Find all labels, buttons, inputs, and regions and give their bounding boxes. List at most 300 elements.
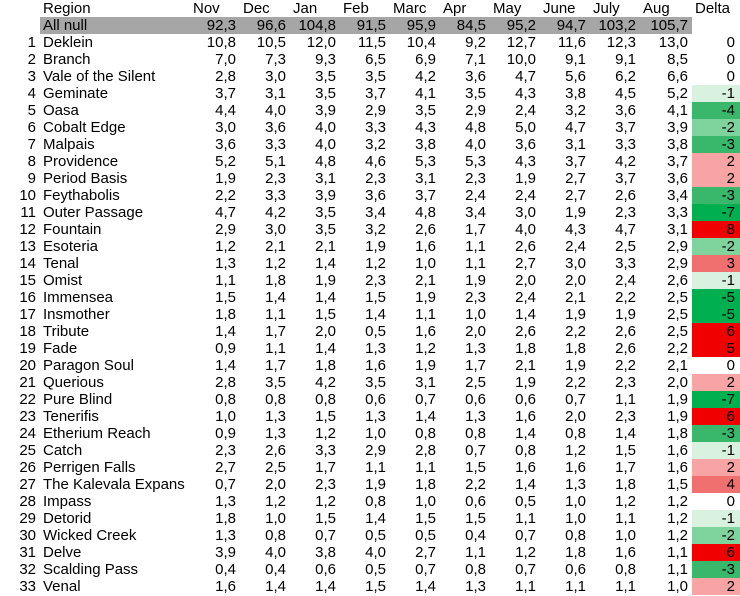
value-cell-feb[interactable]: 1,9 <box>365 238 386 255</box>
value-cell-aug[interactable]: 1,5 <box>667 476 688 493</box>
value-cell-nov[interactable]: 2,8 <box>215 68 236 85</box>
value-cell-june[interactable]: 0,8 <box>565 527 586 544</box>
header-month-june[interactable]: June <box>543 0 576 17</box>
value-cell-nov[interactable]: 0,4 <box>215 561 236 578</box>
header-month-nov[interactable]: Nov <box>193 0 220 17</box>
delta-cell[interactable]: 2 <box>692 578 740 595</box>
value-cell-july[interactable]: 4,5 <box>615 85 636 102</box>
value-cell-marc[interactable]: 1,4 <box>415 408 436 425</box>
value-cell-apr[interactable]: 1,5 <box>465 459 486 476</box>
value-cell-aug[interactable]: 1,2 <box>667 510 688 527</box>
header-month-july[interactable]: July <box>593 0 620 17</box>
header-region[interactable]: Region <box>43 0 91 17</box>
region-name-cell[interactable]: Oasa <box>43 102 79 119</box>
value-cell-apr[interactable]: 1,3 <box>465 408 486 425</box>
delta-cell[interactable]: 6 <box>692 323 740 340</box>
value-cell-june[interactable]: 2,7 <box>565 187 586 204</box>
value-cell-apr[interactable]: 1,1 <box>465 238 486 255</box>
value-cell-jan[interactable]: 3,9 <box>315 102 336 119</box>
value-cell-june[interactable]: 2,7 <box>565 170 586 187</box>
value-cell-july[interactable]: 1,2 <box>615 493 636 510</box>
value-cell-nov[interactable]: 3,9 <box>215 544 236 561</box>
value-cell-nov[interactable]: 10,8 <box>206 34 236 51</box>
value-cell-jan[interactable]: 4,0 <box>315 119 336 136</box>
value-cell-nov[interactable]: 7,0 <box>215 51 236 68</box>
value-cell-july[interactable]: 2,3 <box>615 374 636 391</box>
value-cell-may[interactable]: 2,4 <box>515 102 536 119</box>
value-cell-nov[interactable]: 2,9 <box>215 221 236 238</box>
value-cell-jan[interactable]: 0,7 <box>315 527 336 544</box>
all-null-value[interactable]: 95,2 <box>506 17 536 34</box>
value-cell-july[interactable]: 0,8 <box>615 561 636 578</box>
value-cell-nov[interactable]: 2,3 <box>215 442 236 459</box>
value-cell-may[interactable]: 1,8 <box>515 340 536 357</box>
region-name-cell[interactable]: Fade <box>43 340 78 357</box>
value-cell-june[interactable]: 2,4 <box>565 238 586 255</box>
value-cell-dec[interactable]: 2,5 <box>265 459 286 476</box>
value-cell-dec[interactable]: 10,5 <box>256 34 286 51</box>
value-cell-marc[interactable]: 2,1 <box>415 272 436 289</box>
value-cell-june[interactable]: 4,3 <box>565 221 586 238</box>
value-cell-july[interactable]: 2,6 <box>615 340 636 357</box>
region-name-cell[interactable]: Omist <box>43 272 83 289</box>
delta-cell[interactable]: 0 <box>692 357 740 374</box>
value-cell-dec[interactable]: 1,7 <box>265 323 286 340</box>
all-null-value[interactable]: 84,5 <box>456 17 486 34</box>
value-cell-marc[interactable]: 1,9 <box>415 357 436 374</box>
value-cell-aug[interactable]: 4,1 <box>667 102 688 119</box>
value-cell-aug[interactable]: 8,5 <box>667 51 688 68</box>
value-cell-june[interactable]: 0,8 <box>565 425 586 442</box>
delta-cell[interactable]: -4 <box>692 102 740 119</box>
all-null-value[interactable]: 95,9 <box>406 17 436 34</box>
region-name-cell[interactable]: The Kalevala Expans <box>43 476 185 493</box>
region-name-cell[interactable]: Geminate <box>43 85 109 102</box>
value-cell-jan[interactable]: 1,5 <box>315 306 336 323</box>
value-cell-marc[interactable]: 1,0 <box>415 255 436 272</box>
value-cell-july[interactable]: 2,5 <box>615 238 636 255</box>
value-cell-feb[interactable]: 3,2 <box>365 136 386 153</box>
value-cell-marc[interactable]: 1,1 <box>415 306 436 323</box>
value-cell-jan[interactable]: 9,3 <box>315 51 336 68</box>
value-cell-feb[interactable]: 3,5 <box>365 374 386 391</box>
value-cell-marc[interactable]: 10,4 <box>406 34 436 51</box>
value-cell-june[interactable]: 2,0 <box>565 408 586 425</box>
value-cell-nov[interactable]: 1,3 <box>215 493 236 510</box>
value-cell-apr[interactable]: 5,3 <box>465 153 486 170</box>
delta-cell[interactable]: 0 <box>692 34 740 51</box>
value-cell-feb[interactable]: 1,4 <box>365 306 386 323</box>
region-name-cell[interactable]: Tenerifis <box>43 408 99 425</box>
value-cell-aug[interactable]: 2,1 <box>667 357 688 374</box>
value-cell-dec[interactable]: 0,4 <box>265 561 286 578</box>
region-name-cell[interactable]: Feythabolis <box>43 187 120 204</box>
value-cell-jan[interactable]: 2,3 <box>315 476 336 493</box>
value-cell-july[interactable]: 3,7 <box>615 119 636 136</box>
value-cell-apr[interactable]: 0,4 <box>465 527 486 544</box>
value-cell-may[interactable]: 4,3 <box>515 153 536 170</box>
region-name-cell[interactable]: Vale of the Silent <box>43 68 156 85</box>
value-cell-apr[interactable]: 1,3 <box>465 578 486 595</box>
value-cell-aug[interactable]: 3,4 <box>667 187 688 204</box>
value-cell-marc[interactable]: 0,5 <box>415 527 436 544</box>
value-cell-june[interactable]: 3,0 <box>565 255 586 272</box>
region-name-cell[interactable]: Perrigen Falls <box>43 459 136 476</box>
delta-cell[interactable]: -3 <box>692 136 740 153</box>
header-month-aug[interactable]: Aug <box>643 0 670 17</box>
header-month-marc[interactable]: Marc <box>393 0 427 17</box>
region-name-cell[interactable]: Insmother <box>43 306 110 323</box>
region-name-cell[interactable]: Wicked Creek <box>43 527 137 544</box>
value-cell-dec[interactable]: 1,2 <box>265 493 286 510</box>
value-cell-june[interactable]: 1,6 <box>565 459 586 476</box>
value-cell-dec[interactable]: 2,0 <box>265 476 286 493</box>
value-cell-jan[interactable]: 1,7 <box>315 459 336 476</box>
all-null-label[interactable]: All null <box>43 17 88 34</box>
value-cell-nov[interactable]: 1,3 <box>215 527 236 544</box>
value-cell-jan[interactable]: 12,0 <box>306 34 336 51</box>
value-cell-june[interactable]: 2,2 <box>565 374 586 391</box>
value-cell-july[interactable]: 2,2 <box>615 289 636 306</box>
value-cell-july[interactable]: 1,1 <box>615 578 636 595</box>
value-cell-july[interactable]: 6,2 <box>615 68 636 85</box>
region-name-cell[interactable]: Period Basis <box>43 170 128 187</box>
value-cell-apr[interactable]: 2,2 <box>465 476 486 493</box>
value-cell-apr[interactable]: 1,3 <box>465 340 486 357</box>
all-null-value[interactable]: 91,5 <box>356 17 386 34</box>
region-name-cell[interactable]: Impass <box>43 493 92 510</box>
value-cell-may[interactable]: 1,9 <box>515 374 536 391</box>
all-null-value[interactable]: 103,2 <box>598 17 636 34</box>
value-cell-dec[interactable]: 1,1 <box>265 306 286 323</box>
value-cell-june[interactable]: 1,1 <box>565 578 586 595</box>
value-cell-feb[interactable]: 1,6 <box>365 357 386 374</box>
region-name-cell[interactable]: Immensea <box>43 289 114 306</box>
value-cell-marc[interactable]: 0,7 <box>415 391 436 408</box>
value-cell-nov[interactable]: 2,2 <box>215 187 236 204</box>
value-cell-dec[interactable]: 3,3 <box>265 136 286 153</box>
value-cell-marc[interactable]: 1,6 <box>415 323 436 340</box>
value-cell-dec[interactable]: 1,2 <box>265 255 286 272</box>
value-cell-dec[interactable]: 2,1 <box>265 238 286 255</box>
value-cell-june[interactable]: 11,6 <box>557 34 586 51</box>
value-cell-aug[interactable]: 3,9 <box>667 119 688 136</box>
value-cell-aug[interactable]: 1,1 <box>667 561 688 578</box>
value-cell-aug[interactable]: 3,3 <box>667 204 688 221</box>
value-cell-feb[interactable]: 0,5 <box>365 527 386 544</box>
value-cell-jan[interactable]: 2,0 <box>315 323 336 340</box>
value-cell-may[interactable]: 1,6 <box>515 408 536 425</box>
value-cell-nov[interactable]: 1,1 <box>215 272 236 289</box>
header-month-dec[interactable]: Dec <box>243 0 270 17</box>
value-cell-jan[interactable]: 3,8 <box>315 544 336 561</box>
value-cell-feb[interactable]: 1,5 <box>365 289 386 306</box>
value-cell-july[interactable]: 1,1 <box>615 510 636 527</box>
value-cell-nov[interactable]: 4,7 <box>215 204 236 221</box>
value-cell-marc[interactable]: 1,2 <box>415 340 436 357</box>
value-cell-dec[interactable]: 0,8 <box>265 391 286 408</box>
value-cell-nov[interactable]: 3,0 <box>215 119 236 136</box>
value-cell-apr[interactable]: 7,1 <box>465 51 486 68</box>
all-null-value[interactable]: 92,3 <box>206 17 236 34</box>
value-cell-feb[interactable]: 3,3 <box>365 119 386 136</box>
value-cell-may[interactable]: 1,1 <box>515 578 536 595</box>
delta-cell[interactable]: -2 <box>692 119 740 136</box>
value-cell-july[interactable]: 2,4 <box>615 272 636 289</box>
value-cell-jan[interactable]: 1,9 <box>315 272 336 289</box>
value-cell-apr[interactable]: 1,1 <box>465 544 486 561</box>
delta-cell[interactable]: 2 <box>692 170 740 187</box>
value-cell-apr[interactable]: 0,6 <box>465 493 486 510</box>
value-cell-june[interactable]: 5,6 <box>565 68 586 85</box>
value-cell-dec[interactable]: 3,0 <box>265 68 286 85</box>
all-null-value[interactable]: 94,7 <box>556 17 586 34</box>
delta-cell[interactable]: 2 <box>692 459 740 476</box>
value-cell-marc[interactable]: 3,8 <box>415 136 436 153</box>
delta-cell[interactable]: -3 <box>692 425 740 442</box>
value-cell-may[interactable]: 2,6 <box>515 238 536 255</box>
value-cell-june[interactable]: 3,1 <box>565 136 586 153</box>
value-cell-july[interactable]: 1,4 <box>615 425 636 442</box>
value-cell-june[interactable]: 9,1 <box>565 51 586 68</box>
value-cell-may[interactable]: 1,4 <box>515 476 536 493</box>
value-cell-feb[interactable]: 3,7 <box>365 85 386 102</box>
value-cell-nov[interactable]: 1,2 <box>215 238 236 255</box>
value-cell-apr[interactable]: 3,4 <box>465 204 486 221</box>
delta-cell[interactable]: 6 <box>692 544 740 561</box>
value-cell-july[interactable]: 2,3 <box>615 204 636 221</box>
value-cell-may[interactable]: 2,4 <box>515 289 536 306</box>
delta-cell[interactable]: -1 <box>692 272 740 289</box>
value-cell-apr[interactable]: 1,7 <box>465 221 486 238</box>
value-cell-feb[interactable]: 4,6 <box>365 153 386 170</box>
value-cell-july[interactable]: 1,9 <box>615 306 636 323</box>
delta-cell[interactable]: -7 <box>692 204 740 221</box>
value-cell-marc[interactable]: 5,3 <box>415 153 436 170</box>
value-cell-nov[interactable]: 1,8 <box>215 510 236 527</box>
all-null-value[interactable]: 96,6 <box>256 17 286 34</box>
value-cell-jan[interactable]: 4,2 <box>315 374 336 391</box>
delta-cell[interactable]: 5 <box>692 340 740 357</box>
value-cell-aug[interactable]: 2,5 <box>667 306 688 323</box>
value-cell-jan[interactable]: 3,9 <box>315 187 336 204</box>
value-cell-aug[interactable]: 3,6 <box>667 170 688 187</box>
value-cell-apr[interactable]: 3,6 <box>465 68 486 85</box>
value-cell-may[interactable]: 0,7 <box>515 561 536 578</box>
value-cell-feb[interactable]: 0,6 <box>365 391 386 408</box>
value-cell-dec[interactable]: 3,6 <box>265 119 286 136</box>
value-cell-nov[interactable]: 3,6 <box>215 136 236 153</box>
value-cell-july[interactable]: 3,6 <box>615 102 636 119</box>
value-cell-july[interactable]: 9,1 <box>615 51 636 68</box>
value-cell-may[interactable]: 3,6 <box>515 136 536 153</box>
value-cell-jan[interactable]: 1,2 <box>315 425 336 442</box>
region-name-cell[interactable]: Cobalt Edge <box>43 119 126 136</box>
value-cell-dec[interactable]: 1,3 <box>265 425 286 442</box>
value-cell-feb[interactable]: 3,5 <box>365 68 386 85</box>
value-cell-aug[interactable]: 2,5 <box>667 323 688 340</box>
value-cell-dec[interactable]: 4,0 <box>265 544 286 561</box>
value-cell-jan[interactable]: 1,5 <box>315 408 336 425</box>
value-cell-marc[interactable]: 1,0 <box>415 493 436 510</box>
value-cell-july[interactable]: 2,6 <box>615 323 636 340</box>
value-cell-july[interactable]: 4,2 <box>615 153 636 170</box>
value-cell-may[interactable]: 0,7 <box>515 527 536 544</box>
region-name-cell[interactable]: Providence <box>43 153 119 170</box>
value-cell-feb[interactable]: 2,3 <box>365 272 386 289</box>
header-month-may[interactable]: May <box>493 0 522 17</box>
value-cell-jan[interactable]: 1,8 <box>315 357 336 374</box>
delta-cell[interactable]: -2 <box>692 238 740 255</box>
value-cell-feb[interactable]: 3,6 <box>365 187 386 204</box>
value-cell-july[interactable]: 3,3 <box>615 255 636 272</box>
value-cell-may[interactable]: 2,7 <box>515 255 536 272</box>
value-cell-nov[interactable]: 1,4 <box>215 323 236 340</box>
delta-cell[interactable]: 6 <box>692 408 740 425</box>
value-cell-dec[interactable]: 1,8 <box>265 272 286 289</box>
value-cell-feb[interactable]: 2,3 <box>365 170 386 187</box>
value-cell-feb[interactable]: 4,0 <box>365 544 386 561</box>
value-cell-june[interactable]: 2,2 <box>565 323 586 340</box>
value-cell-jan[interactable]: 1,4 <box>315 578 336 595</box>
value-cell-marc[interactable]: 1,6 <box>415 238 436 255</box>
value-cell-june[interactable]: 1,2 <box>565 442 586 459</box>
region-name-cell[interactable]: Deklein <box>43 34 94 51</box>
delta-cell[interactable]: 4 <box>692 476 740 493</box>
value-cell-nov[interactable]: 0,9 <box>215 340 236 357</box>
value-cell-marc[interactable]: 4,3 <box>415 119 436 136</box>
value-cell-may[interactable]: 3,0 <box>515 204 536 221</box>
value-cell-aug[interactable]: 1,9 <box>667 408 688 425</box>
value-cell-aug[interactable]: 1,0 <box>667 578 688 595</box>
value-cell-dec[interactable]: 2,6 <box>265 442 286 459</box>
value-cell-jan[interactable]: 2,1 <box>315 238 336 255</box>
region-name-cell[interactable]: Detorid <box>43 510 92 527</box>
value-cell-nov[interactable]: 1,6 <box>215 578 236 595</box>
value-cell-may[interactable]: 2,4 <box>515 187 536 204</box>
value-cell-apr[interactable]: 2,3 <box>465 289 486 306</box>
value-cell-aug[interactable]: 1,2 <box>667 527 688 544</box>
region-name-cell[interactable]: Delve <box>43 544 82 561</box>
value-cell-marc[interactable]: 6,9 <box>415 51 436 68</box>
value-cell-june[interactable]: 0,6 <box>565 561 586 578</box>
value-cell-feb[interactable]: 1,3 <box>365 408 386 425</box>
value-cell-aug[interactable]: 2,0 <box>667 374 688 391</box>
value-cell-marc[interactable]: 3,5 <box>415 102 436 119</box>
value-cell-aug[interactable]: 1,6 <box>667 459 688 476</box>
value-cell-marc[interactable]: 1,9 <box>415 289 436 306</box>
value-cell-may[interactable]: 5,0 <box>515 119 536 136</box>
value-cell-dec[interactable]: 3,1 <box>265 85 286 102</box>
value-cell-nov[interactable]: 0,9 <box>215 425 236 442</box>
value-cell-july[interactable]: 1,1 <box>615 391 636 408</box>
value-cell-feb[interactable]: 0,5 <box>365 561 386 578</box>
value-cell-marc[interactable]: 2,6 <box>415 221 436 238</box>
value-cell-apr[interactable]: 9,2 <box>465 34 486 51</box>
value-cell-feb[interactable]: 0,8 <box>365 493 386 510</box>
value-cell-apr[interactable]: 0,7 <box>465 442 486 459</box>
value-cell-apr[interactable]: 1,1 <box>465 255 486 272</box>
delta-cell[interactable]: -5 <box>692 289 740 306</box>
value-cell-apr[interactable]: 1,9 <box>465 272 486 289</box>
value-cell-july[interactable]: 12,3 <box>606 34 636 51</box>
region-name-cell[interactable]: Venal <box>43 578 81 595</box>
value-cell-marc[interactable]: 3,1 <box>415 374 436 391</box>
value-cell-aug[interactable]: 1,1 <box>667 544 688 561</box>
value-cell-dec[interactable]: 1,3 <box>265 408 286 425</box>
region-name-cell[interactable]: Esoteria <box>43 238 99 255</box>
value-cell-may[interactable]: 0,5 <box>515 493 536 510</box>
value-cell-marc[interactable]: 2,7 <box>415 544 436 561</box>
value-cell-june[interactable]: 1,0 <box>565 493 586 510</box>
value-cell-marc[interactable]: 2,8 <box>415 442 436 459</box>
value-cell-may[interactable]: 4,7 <box>515 68 536 85</box>
value-cell-dec[interactable]: 3,3 <box>265 187 286 204</box>
value-cell-feb[interactable]: 11,5 <box>357 34 386 51</box>
value-cell-aug[interactable]: 3,7 <box>667 153 688 170</box>
value-cell-jan[interactable]: 1,4 <box>315 255 336 272</box>
value-cell-dec[interactable]: 1,1 <box>265 340 286 357</box>
value-cell-apr[interactable]: 1,0 <box>465 306 486 323</box>
value-cell-dec[interactable]: 4,2 <box>265 204 286 221</box>
delta-cell[interactable]: -3 <box>692 561 740 578</box>
value-cell-apr[interactable]: 2,4 <box>465 187 486 204</box>
value-cell-may[interactable]: 1,6 <box>515 459 536 476</box>
value-cell-apr[interactable]: 0,6 <box>465 391 486 408</box>
value-cell-marc[interactable]: 1,5 <box>415 510 436 527</box>
value-cell-nov[interactable]: 1,4 <box>215 357 236 374</box>
value-cell-aug[interactable]: 2,9 <box>667 255 688 272</box>
value-cell-nov[interactable]: 1,3 <box>215 255 236 272</box>
value-cell-may[interactable]: 2,6 <box>515 323 536 340</box>
region-name-cell[interactable]: Malpais <box>43 136 95 153</box>
value-cell-nov[interactable]: 1,8 <box>215 306 236 323</box>
value-cell-dec[interactable]: 4,0 <box>265 102 286 119</box>
value-cell-dec[interactable]: 1,0 <box>265 510 286 527</box>
value-cell-aug[interactable]: 13,0 <box>658 34 688 51</box>
value-cell-dec[interactable]: 5,1 <box>265 153 286 170</box>
value-cell-dec[interactable]: 1,4 <box>265 578 286 595</box>
value-cell-jan[interactable]: 1,2 <box>315 493 336 510</box>
value-cell-aug[interactable]: 6,6 <box>667 68 688 85</box>
value-cell-july[interactable]: 2,3 <box>615 408 636 425</box>
value-cell-marc[interactable]: 4,1 <box>415 85 436 102</box>
value-cell-june[interactable]: 1,9 <box>565 204 586 221</box>
value-cell-nov[interactable]: 0,7 <box>215 476 236 493</box>
value-cell-feb[interactable]: 2,9 <box>365 442 386 459</box>
value-cell-aug[interactable]: 1,2 <box>667 493 688 510</box>
delta-cell[interactable]: -1 <box>692 442 740 459</box>
value-cell-marc[interactable]: 3,1 <box>415 170 436 187</box>
value-cell-nov[interactable]: 5,2 <box>215 153 236 170</box>
value-cell-june[interactable]: 1,0 <box>565 510 586 527</box>
region-name-cell[interactable]: Branch <box>43 51 91 68</box>
value-cell-feb[interactable]: 1,4 <box>365 510 386 527</box>
delta-cell[interactable]: 0 <box>692 493 740 510</box>
value-cell-aug[interactable]: 5,2 <box>667 85 688 102</box>
value-cell-apr[interactable]: 2,3 <box>465 170 486 187</box>
value-cell-aug[interactable]: 2,9 <box>667 238 688 255</box>
value-cell-aug[interactable]: 3,8 <box>667 136 688 153</box>
value-cell-apr[interactable]: 4,8 <box>465 119 486 136</box>
region-name-cell[interactable]: Scalding Pass <box>43 561 139 578</box>
value-cell-jan[interactable]: 0,8 <box>315 391 336 408</box>
value-cell-june[interactable]: 3,7 <box>565 153 586 170</box>
region-name-cell[interactable]: Etherium Reach <box>43 425 151 442</box>
all-null-value[interactable]: 105,7 <box>650 17 688 34</box>
value-cell-feb[interactable]: 0,5 <box>365 323 386 340</box>
value-cell-aug[interactable]: 3,1 <box>667 221 688 238</box>
